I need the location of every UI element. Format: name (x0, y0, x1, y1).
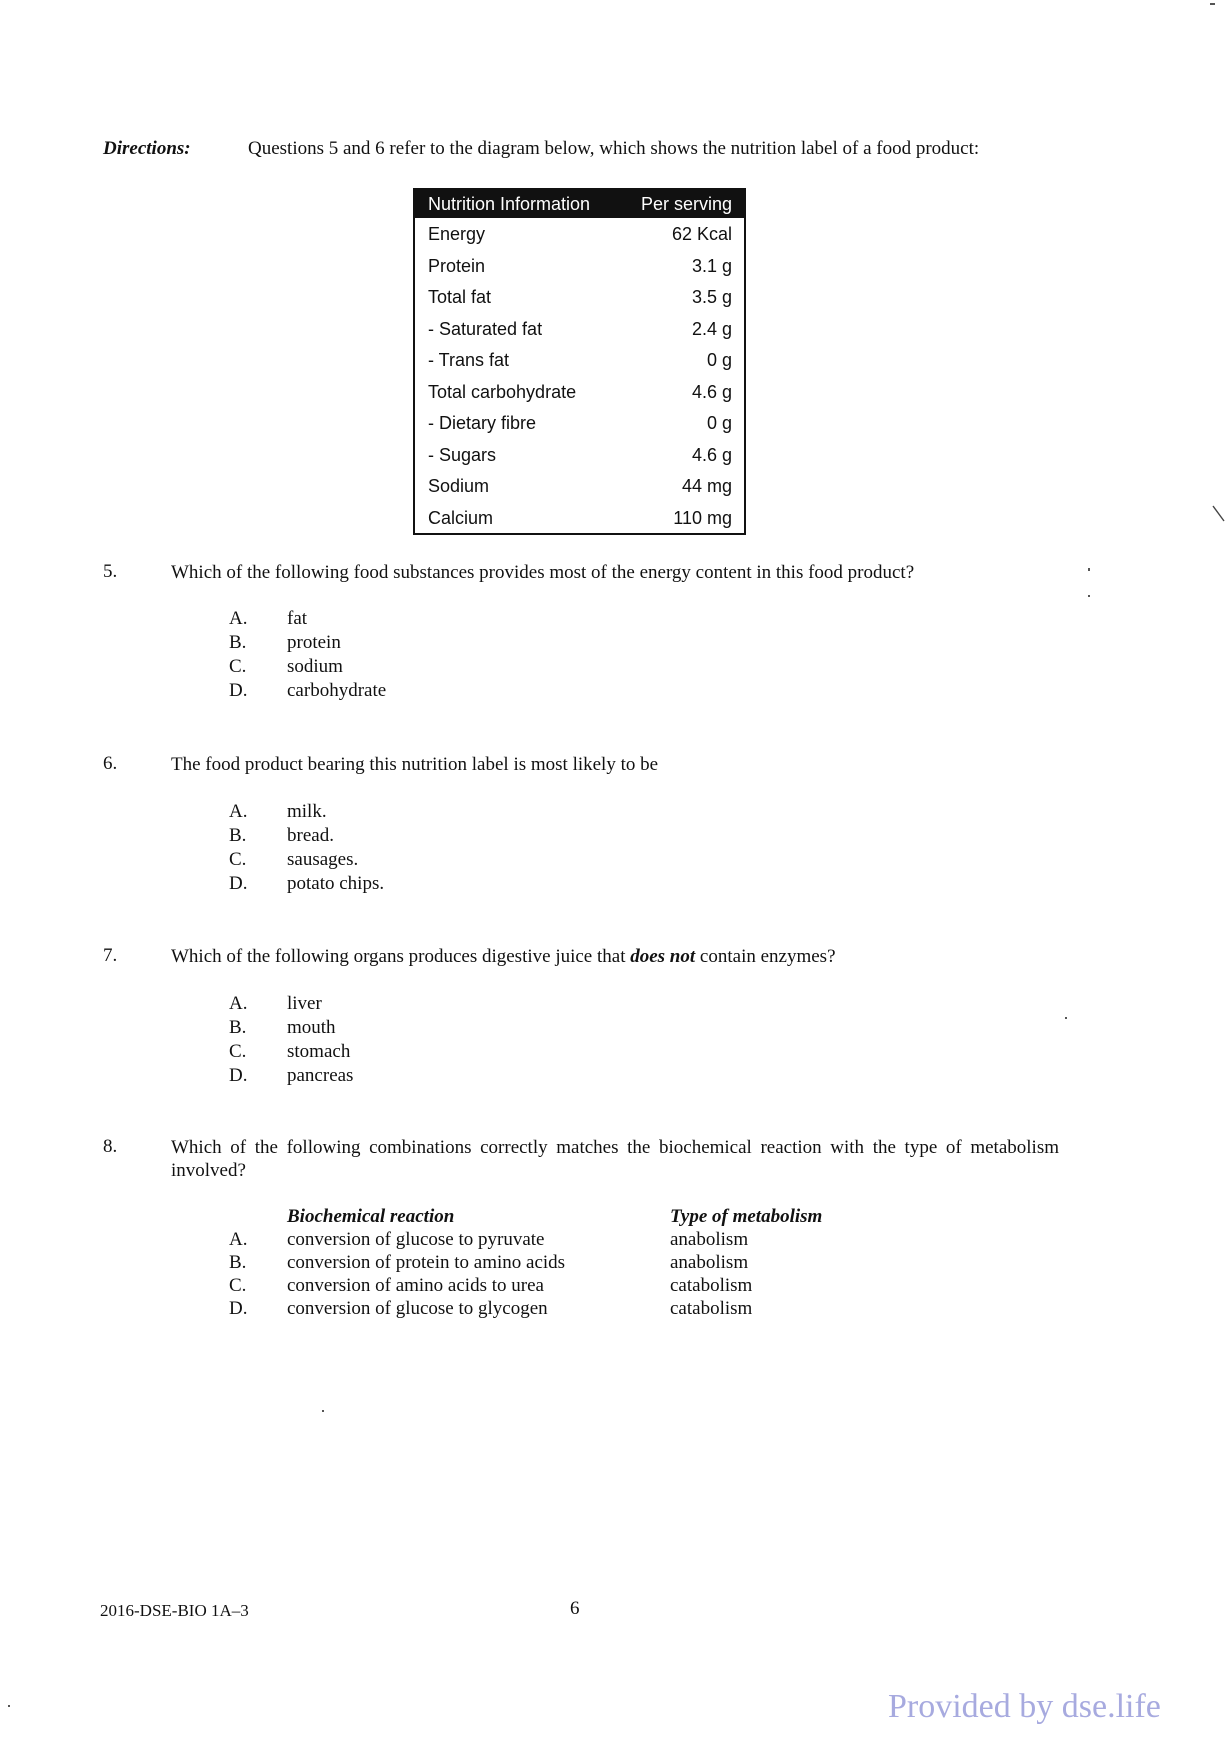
nutrient-value: 2.4 g (691, 318, 732, 339)
option-reaction: conversion of protein to amino acids (287, 1252, 566, 1273)
option-text: sausages. (287, 849, 359, 870)
nutrient-value: 4.6 g (691, 444, 732, 465)
question-number: 7. (103, 945, 118, 966)
option-text: pancreas (287, 1065, 354, 1086)
nutrient-value: 3.1 g (691, 255, 732, 276)
scan-mark (1212, 505, 1226, 523)
option-letter: C. (229, 656, 247, 677)
nutrient-value: 44 mg (681, 476, 732, 496)
watermark: Provided by dse.life (888, 1688, 1161, 1725)
column-heading-reaction: Biochemical reaction (287, 1206, 455, 1227)
nutrition-table-header (415, 188, 744, 218)
nutrition-row (415, 344, 744, 376)
option-letter: C. (229, 1275, 247, 1296)
nutrient-name: - Saturated fat (428, 318, 543, 339)
option-metabolism: catabolism (670, 1275, 753, 1296)
nutrition-row (415, 439, 744, 471)
option-letter: A. (229, 993, 248, 1014)
nutrition-row (415, 250, 744, 282)
scan-speck (322, 1410, 324, 1412)
scan-speck (1065, 1017, 1067, 1019)
option-letter: C. (229, 849, 247, 870)
option-letter: D. (229, 680, 248, 701)
option-letter: D. (229, 1065, 248, 1086)
option-text: stomach (287, 1041, 351, 1062)
option-letter: A. (229, 801, 248, 822)
question-text: Which of the following combinations correctly matches the biochemical reaction with the type of metabolism involved? (171, 1137, 1059, 1181)
question-text (171, 945, 1059, 968)
option-text: milk. (287, 801, 327, 822)
nutrition-label-table (413, 188, 746, 535)
nutrient-name: - Trans fat (428, 350, 510, 370)
scan-speck (1088, 595, 1090, 597)
nutrition-row (415, 502, 744, 534)
option-letter: B. (229, 632, 247, 653)
option-letter: B. (229, 1017, 247, 1038)
nutrient-value: 3.5 g (691, 287, 732, 307)
option-letter: C. (229, 1041, 247, 1062)
nutrient-name: Energy (428, 224, 486, 244)
nutrient-value: 0 g (706, 350, 732, 370)
paper-code: 2016-DSE-BIO 1A–3 (100, 1601, 249, 1620)
emphasis-text: does not (630, 946, 696, 967)
option-letter: D. (229, 873, 248, 894)
option-metabolism: catabolism (670, 1298, 753, 1319)
nutrition-header-right: Per serving (640, 194, 732, 214)
page-number: 6 (570, 1598, 580, 1619)
option-metabolism: anabolism (670, 1229, 749, 1250)
question-text: Which of the following food substances provides most of the energy content in this food product? (171, 562, 915, 583)
nutrient-value: 110 mg (673, 507, 732, 528)
nutrition-row (415, 376, 744, 408)
nutrition-row (415, 407, 744, 439)
question-number: 6. (103, 753, 118, 774)
option-letter: A. (229, 1229, 248, 1250)
question-number: 5. (103, 561, 118, 582)
option-text: protein (287, 632, 341, 653)
directions-label: Directions: (103, 138, 191, 159)
nutrition-row (415, 218, 744, 250)
nutrition-header-left: Nutrition Information (428, 194, 591, 214)
nutrient-value: 62 Kcal (671, 224, 732, 244)
question-text: The food product bearing this nutrition label is most likely to be (171, 754, 659, 775)
option-text: mouth (287, 1017, 336, 1038)
option-letter: D. (229, 1298, 248, 1319)
question-text-part: contain enzymes? (695, 946, 836, 967)
scan-speck (1210, 3, 1215, 5)
nutrient-value: 0 g (706, 413, 732, 433)
nutrient-name: Total carbohydrate (428, 381, 577, 402)
option-reaction: conversion of glucose to pyruvate (287, 1229, 545, 1250)
nutrient-name: Calcium (428, 507, 494, 528)
option-metabolism: anabolism (670, 1252, 749, 1273)
nutrition-row (415, 470, 744, 502)
option-letter: A. (229, 608, 248, 629)
nutrient-name: Protein (428, 255, 486, 276)
question-text-part: Which of the following organs produces digestive juice that (171, 946, 631, 967)
nutrition-row (415, 281, 744, 313)
option-text: liver (287, 993, 322, 1014)
option-reaction: conversion of glucose to glycogen (287, 1298, 548, 1319)
scan-speck (8, 1705, 10, 1707)
directions-text: Questions 5 and 6 refer to the diagram below, which shows the nutrition label of a food product: (248, 138, 980, 159)
option-text: bread. (287, 825, 334, 846)
option-text: potato chips. (287, 873, 385, 894)
nutrient-name: Sodium (428, 476, 490, 496)
option-letter: B. (229, 1252, 247, 1273)
scan-speck (1088, 568, 1090, 571)
nutrient-name: - Dietary fibre (428, 413, 537, 433)
nutrition-row (415, 313, 744, 345)
option-text: sodium (287, 656, 343, 677)
option-text: carbohydrate (287, 680, 387, 701)
nutrient-name: - Sugars (428, 444, 497, 465)
option-letter: B. (229, 825, 247, 846)
scan-mark-stroke (1212, 505, 1226, 523)
column-heading-metabolism: Type of metabolism (670, 1206, 823, 1227)
option-reaction: conversion of amino acids to urea (287, 1275, 544, 1296)
option-text: fat (287, 608, 308, 629)
question-number: 8. (103, 1136, 118, 1157)
nutrient-name: Total fat (428, 287, 492, 307)
nutrient-value: 4.6 g (691, 381, 732, 402)
